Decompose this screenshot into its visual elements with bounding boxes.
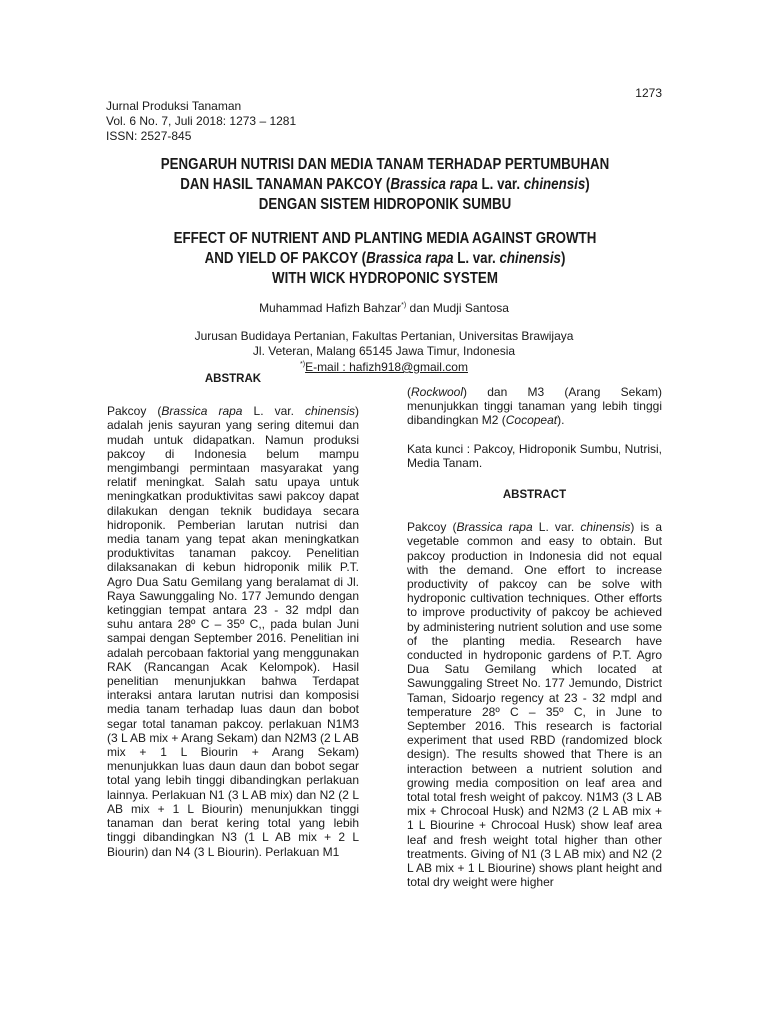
title-en-variety: chinensis [499,250,561,267]
abstrak-variety: chinensis [304,404,355,419]
title-en-line2-pre: AND YIELD OF PAKCOY ( [204,250,367,267]
abstrak-cont-c: ). [557,413,565,428]
abstract-heading: ABSTRACT [502,489,567,502]
author-rest: dan Mudji Santosa [406,301,509,315]
title-en-line2-mid: L. var. [453,250,500,267]
abstrak-text-c: ) adalah jenis sayuran yang sering ditemui dan mudah untuk didapatkan. Namun produksi pakcoy di Indonesia belum mampu mengimbangi permintaan masyarakat yang relatif meningkat. Salah satu upaya untuk meningkatkan produktivitas sawi pakcoy dapat dilakukan dengan teknik budidaya secara hidroponik. Pemberian larutan nutrisi dan media tanam yang tepat akan meningkatkan produktivitas tanaman pakcoy. Penelitian dilaksanakan di kebun hidroponik milik P.T. Agro Dua Satu Gemilang yang beralamat di Jl. Raya Sawunggaling No. 177 Jemundo dengan ketinggian tempat antara 23 - 32 mdpl dan suhu antara 28º C – 35º C,, pada bulan Juni sampai dengan September 2016. Penelitian ini adalah percobaan faktorial yang menggunakan RAK (Rancangan Acak Kelompok). Hasil penelitian menunjukkan bahwa Terdapat interaksi antara larutan nutrisi dan komposisi media tanam terhadap luas daun dan bobot segar total tanaman pakcoy. perlakuan N1M3 (3 L AB mix + Arang Sekam) dan N2M3 (2 L AB mix + 1 L Biourin + Arang Sekam) menunjukkan luas daun daun dan bobot segar total yang lebih tinggi dibandingkan perlakuan lainnya. Perlakuan N1 (3 L AB mix) dan N2 (2 L AB mix + 1 L Biourin) menunjukkan tinggi tanaman dan berat kering total yang lebih tinggi dibandingkan N3 (1 L AB mix + 2 L Biourin) dan N4 (3 L Biourin). Perlakuan M1 [107,404,359,859]
affiliation-line1: Jurusan Budidaya Pertanian, Fakultas Pertanian, Universitas Brawijaya [194,329,574,343]
page-number: 1273 [635,86,662,100]
abstrak-heading: ABSTRAK [204,373,262,385]
abstrak-text-a: Pakcoy ( [107,404,162,419]
abstract-paragraph [407,520,662,889]
authors [0,301,768,315]
email-mark: *) [300,361,306,368]
title-id-variety: chinensis [523,176,586,193]
abstract-text-c: ) is a vegetable common and easy to obtain. But pakcoy production in Indonesia did not equal with the demand. One effort to increase productivity of pakcoy can be solve with hydroponic cultivation techniques. Other efforts to improve productivity of pakcoy be achieved by administering nutrient solution and use some of the planting media. Research have conducted in hydroponic gardens of P.T. Agro Dua Satu Gemilang which located at Sawunggaling Street No. 177 Jemundo, District Taman, Sidoarjo regency at 23 - 32 mdpl and temperature 28º C – 35º C, in June to September 2016. This research is factorial experiment that used RBD (randomized block design). The results showed that There is an interaction between a nutrient solution and growing media composition on leaf area and total total fresh weight of pakcoy. N1M3 (3 L AB mix + Chrocoal Husk) and N2M3 (2 L AB mix + 1 L Biourine + Chrocoal Husk) show leaf area leaf and fresh weight total higher than other treatments. Giving of N1 (3 L AB mix) and N2 (2 L AB mix + 1 L Biourine) shows plant height and total dry weight were higher [407,520,662,890]
abstrak-text-b: L. var. [242,404,305,419]
abstrak-cont-b: ) dan M3 (Arang Sekam) menunjukkan tinggi tanaman yang lebih tinggi dibandingkan M2 ( [407,385,662,428]
title-id-line1: PENGARUH NUTRISI DAN MEDIA TANAM TERHADAP PERTUMBUHAN [160,156,610,173]
journal-info [106,99,296,144]
title-en-line2 [131,249,638,269]
abstrak-cont-a: ( [407,385,411,399]
title-id-line3: DENGAN SISTEM HIDROPONIK SUMBU [258,196,512,213]
affiliation-line2: Jl. Veteran, Malang 65145 Jawa Timur, Indonesia [252,343,516,358]
column-left [107,372,359,873]
author-first: Muhammad Hafizh Bahzar [259,301,402,315]
title-id-line2-post: ) [585,176,590,193]
journal-name: Jurnal Produksi Tanaman [106,99,242,113]
column-right [407,385,662,904]
email-link[interactable]: E-mail : hafizh918@gmail.com [305,360,468,374]
abstrak-cont-cocopeat: Cocopeat [505,413,558,428]
title-english [131,229,638,289]
keywords: Kata kunci : Pakcoy, Hidroponik Sumbu, Nutrisi, Media Tanam. [407,441,662,470]
abstrak-paragraph [107,404,359,859]
journal-volume: Vol. 6 No. 7, Juli 2018: 1273 – 1281 [106,114,297,128]
author-mark: *) [401,302,407,309]
journal-issn: ISSN: 2527-845 [106,129,192,143]
title-en-species: Brassica rapa [366,250,454,267]
abstract-text-b: L. var. [532,520,581,535]
title-indonesian [131,155,638,215]
title-id-line2-mid: L. var. [477,176,524,193]
abstract-species: Brassica rapa [456,520,533,535]
abstract-text-a: Pakcoy ( [407,520,457,535]
abstrak-cont-rockwool: Rockwool [411,385,464,399]
abstrak-species: Brassica rapa [161,404,243,419]
title-en-line3: WITH WICK HYDROPONIC SYSTEM [272,270,498,287]
affiliation [0,329,768,375]
abstract-variety: chinensis [580,520,631,535]
title-id-line2-pre: DAN HASIL TANAMAN PAKCOY ( [180,176,391,193]
abstrak-continuation [407,385,662,428]
title-id-species: Brassica rapa [390,176,478,193]
title-id-line2 [131,175,638,195]
title-en-line2-post: ) [560,250,566,267]
title-en-line1: EFFECT OF NUTRIENT AND PLANTING MEDIA AGAINST GROWTH [173,230,597,247]
